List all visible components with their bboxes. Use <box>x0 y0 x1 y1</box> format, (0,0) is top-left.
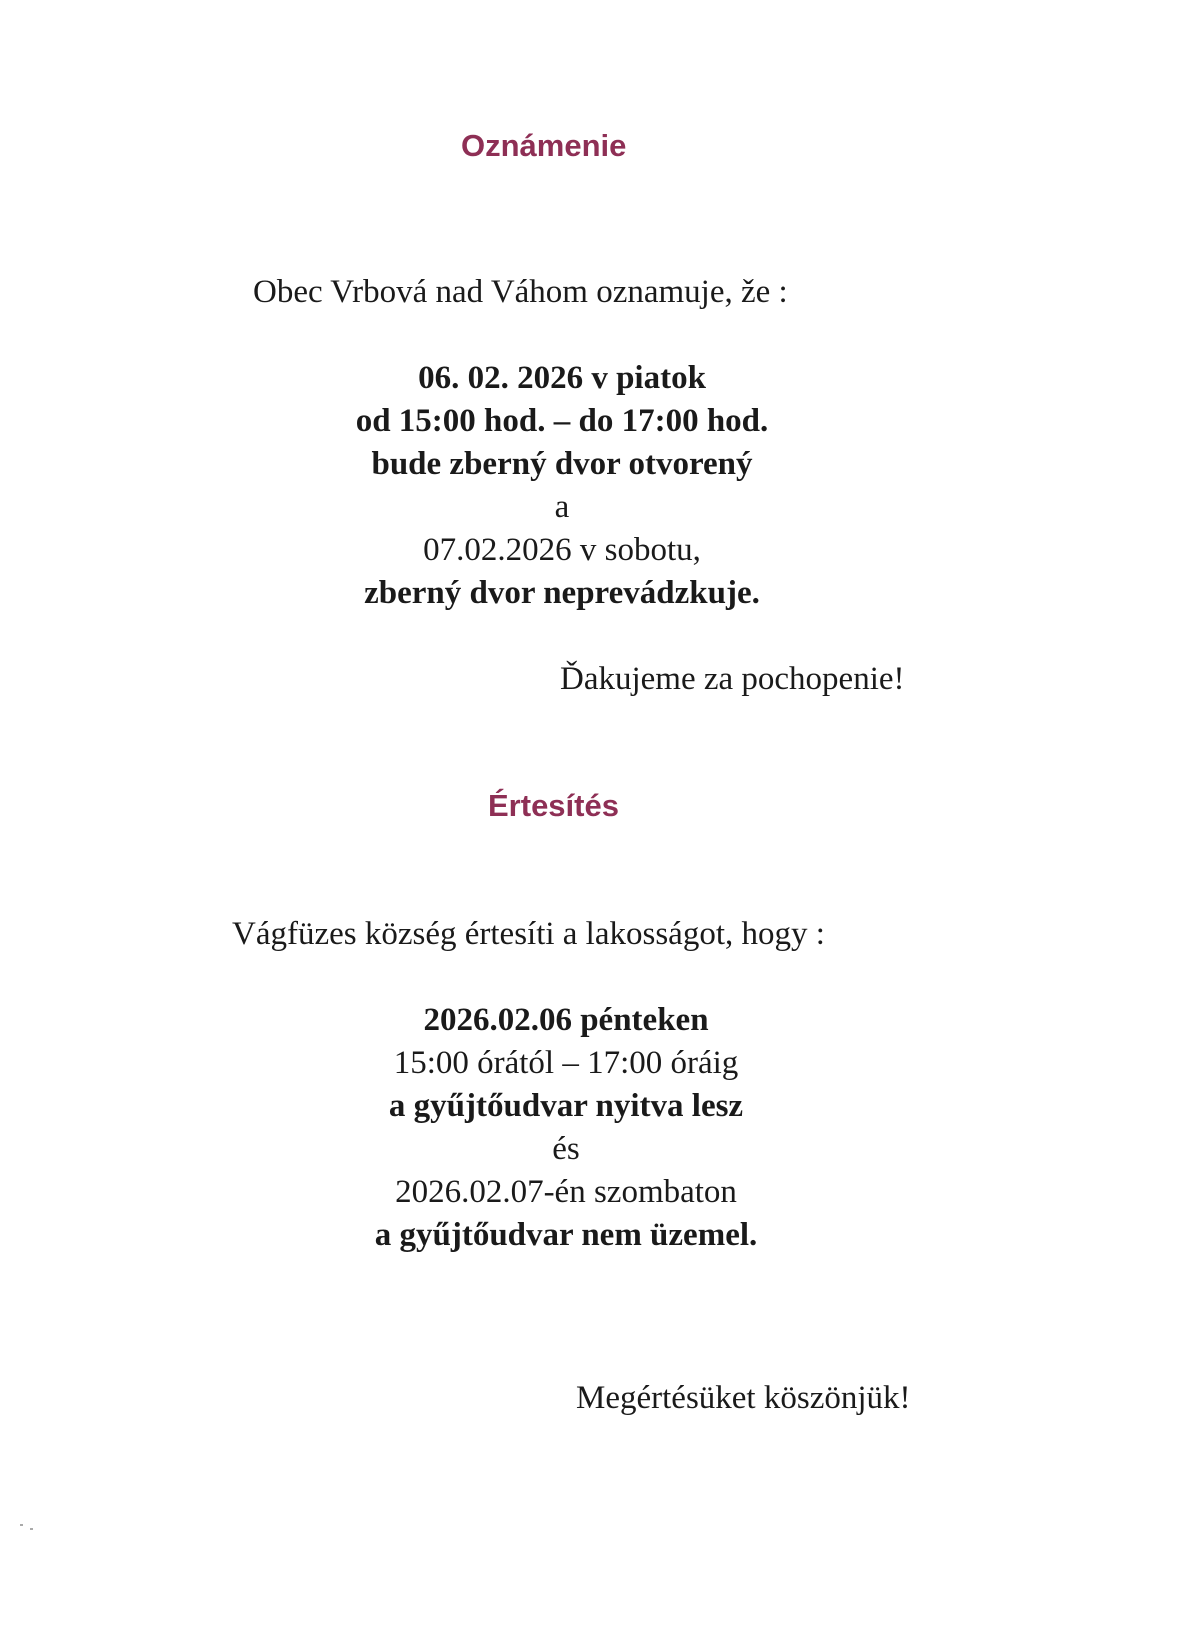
hungarian-and-line: és <box>552 1131 580 1167</box>
slovak-closed-line: zberný dvor neprevádzkuje. <box>364 575 760 611</box>
slovak-time-line: od 15:00 hod. – do 17:00 hod. <box>355 403 769 439</box>
slovak-open-line: bude zberný dvor otvorený <box>371 446 753 482</box>
slovak-thanks: Ďakujeme za pochopenie! <box>560 661 905 697</box>
hungarian-date-line: 2026.02.06 pénteken <box>423 1002 709 1038</box>
hungarian-intro: Vágfüzes község értesíti a lakosságot, hogy : <box>232 916 825 952</box>
hungarian-saturday-line: 2026.02.07-én szombaton <box>395 1174 737 1210</box>
hungarian-closed-line: a gyűjtőudvar nem üzemel. <box>374 1217 758 1253</box>
scan-speck <box>20 1524 23 1526</box>
hungarian-title: Értesítés <box>488 788 619 823</box>
slovak-intro: Obec Vrbová nad Váhom oznamuje, že : <box>253 274 788 310</box>
hungarian-time-line: 15:00 órától – 17:00 óráig <box>393 1045 739 1081</box>
slovak-date-line: 06. 02. 2026 v piatok <box>418 360 706 396</box>
slovak-title: Oznámenie <box>461 128 627 163</box>
scan-speck <box>30 1528 33 1530</box>
hungarian-open-line: a gyűjtőudvar nyitva lesz <box>388 1088 744 1124</box>
slovak-and-line: a <box>554 489 570 525</box>
slovak-saturday-line: 07.02.2026 v sobotu, <box>423 532 701 568</box>
hungarian-thanks: Megértésüket köszönjük! <box>576 1380 911 1416</box>
